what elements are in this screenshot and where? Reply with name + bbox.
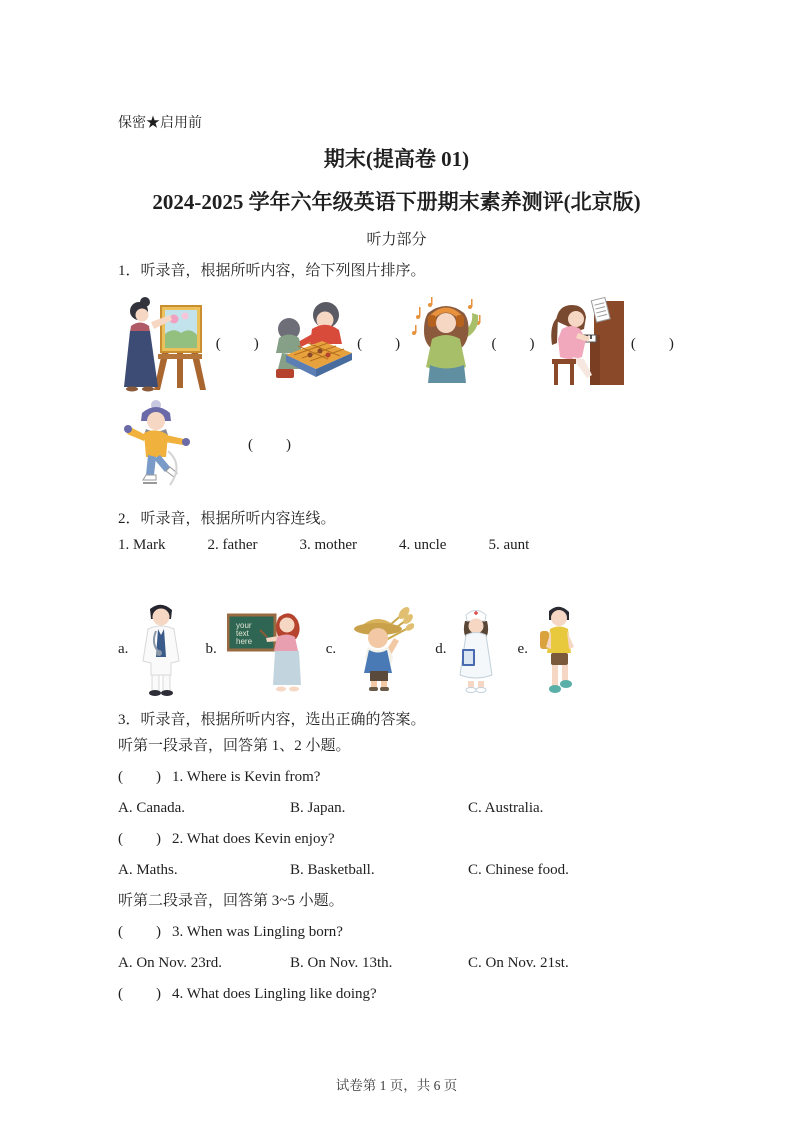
q2-word-list <box>118 536 675 555</box>
kid-ice-skating-image <box>118 397 200 489</box>
answer-blank: ( ) <box>118 924 162 940</box>
answer-blank: ( ) <box>118 986 162 1002</box>
nurse-image <box>456 605 496 693</box>
q2-prompt: 2．听录音，根据所听内容连线。 <box>118 511 336 527</box>
word-item: 1. Mark <box>118 537 166 553</box>
option-item: C. On Nov. 21st. <box>468 955 569 971</box>
q1-picture-row-2 <box>118 396 675 490</box>
q1-picture-row-1 <box>118 288 675 396</box>
student-image <box>538 603 580 695</box>
question-1 <box>118 262 675 490</box>
confidential-notice: 保密★启用前 <box>118 116 202 131</box>
word-item: 5. aunt <box>488 537 530 553</box>
answer-blank: ( ) <box>118 831 162 847</box>
answer-blank: ( ) <box>248 436 292 453</box>
question-line-1 <box>118 768 675 787</box>
answer-blank: ( ) <box>491 335 536 352</box>
section-heading: 听力部分 <box>366 232 427 248</box>
word-item: 3. mother <box>299 537 357 553</box>
options-row-3 <box>118 954 675 973</box>
board-text-line: your <box>235 621 252 630</box>
question-2 <box>118 510 675 699</box>
board-text-line: here <box>235 637 252 646</box>
q1-prompt: 1．听录音，根据所听内容，给下列图片排序。 <box>118 263 426 279</box>
question-text: 3. When was Lingling born? <box>172 924 343 940</box>
question-3 <box>118 711 675 1004</box>
board-text-line: text <box>235 629 249 638</box>
option-item: A. Maths. <box>118 862 178 878</box>
match-pair-c <box>326 605 414 693</box>
question-text: 4. What does Lingling like doing? <box>172 986 377 1002</box>
match-pair-d <box>435 605 496 693</box>
match-pair-b <box>205 605 304 693</box>
option-label: a. <box>118 640 129 657</box>
option-item: A. Canada. <box>118 800 186 816</box>
exam-title: 期末(提高卷 01) <box>323 147 470 171</box>
match-pair-e <box>518 603 580 695</box>
question-line-3 <box>118 923 675 942</box>
question-text: 1. Where is Kevin from? <box>172 769 321 785</box>
match-pair-a <box>118 601 184 697</box>
farmer-image <box>346 605 414 693</box>
word-item: 2. father <box>207 537 258 553</box>
option-label: b. <box>205 640 217 657</box>
woman-listening-to-music-image <box>404 295 489 390</box>
option-item: B. Japan. <box>290 800 346 816</box>
answer-blank: ( ) <box>630 335 675 352</box>
q3-part2-note: 听第二段录音，回答第 3~5 小题。 <box>118 893 344 909</box>
q3-prompt: 3．听录音，根据所听内容，选出正确的答案。 <box>118 712 426 728</box>
doctor-image <box>138 601 184 697</box>
option-item: B. On Nov. 13th. <box>290 955 393 971</box>
option-item: C. Australia. <box>468 800 544 816</box>
option-label: e. <box>517 640 528 657</box>
option-label: c. <box>325 640 337 657</box>
word-item: 4. uncle <box>398 537 447 553</box>
girl-playing-piano-image <box>538 295 628 390</box>
woman-painting-image <box>118 290 213 394</box>
question-line-2 <box>118 830 675 849</box>
kids-playing-chess-image <box>262 299 354 385</box>
answer-blank: ( ) <box>215 335 260 352</box>
page-footer: 试卷第 1 页，共 6 页 <box>335 1078 458 1093</box>
q2-picture-row <box>118 599 580 699</box>
teacher-image <box>227 605 305 693</box>
option-item: A. On Nov. 23rd. <box>118 955 223 971</box>
options-row-2 <box>118 861 675 880</box>
option-label: d. <box>435 640 447 657</box>
question-text: 2. What does Kevin enjoy? <box>172 831 335 847</box>
option-item: C. Chinese food. <box>468 862 569 878</box>
answer-blank: ( ) <box>357 335 402 352</box>
option-item: B. Basketball. <box>290 862 375 878</box>
question-line-4 <box>118 985 675 1004</box>
exam-subtitle: 2024-2025 学年六年级英语下册期末素养测评(北京版) <box>152 190 641 214</box>
q3-part1-note: 听第一段录音，回答第 1、2 小题。 <box>118 738 351 754</box>
answer-blank: ( ) <box>118 769 162 785</box>
options-row-1 <box>118 799 675 818</box>
